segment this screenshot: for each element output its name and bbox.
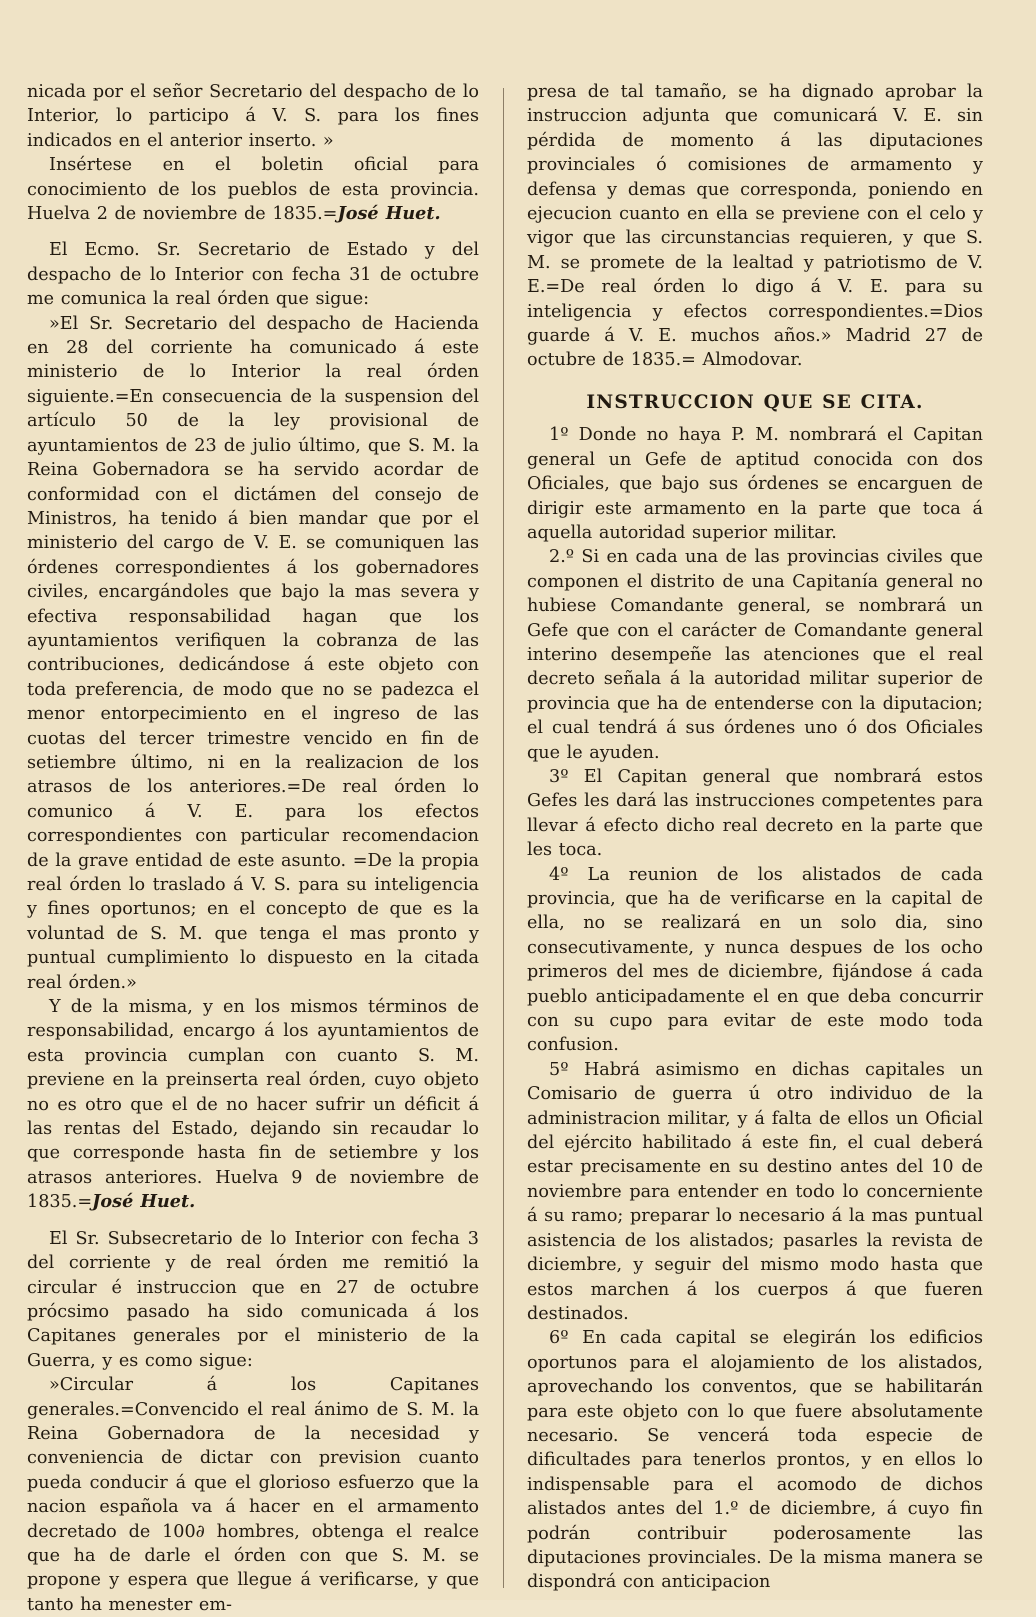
right-column [527, 80, 983, 1595]
left-column [27, 80, 479, 1617]
instruction-item-4: 4º La reunion de los alistados de cada provincia, que ha de verificarse en la capital de ella, no se realizará en un solo dia, sino consecutivamente, y nunca despues de los ocho primeros del mes de diciembre, fijándose á cada pueblo anticipadamente el en que deba concurrir con su cupo para evitar de este modo toda confusion. [527, 864, 983, 1056]
paragraph-with-signature [27, 153, 479, 226]
instruction-item-3: 3º El Capitan general que nombrará estos Gefes les dará las instrucciones competentes para llevar á efecto dicho real decreto en la parte que les toca. [527, 766, 983, 861]
instruction-item-1: 1º Donde no haya P. M. nombrará el Capitan general un Gefe de aptitud conocida con dos Oficiales, que bajo sus órdenes se encarguen de dirigir este armamento en la parte que toca á aquella autoridad superior militar. [527, 425, 983, 543]
signature: José Huet. [92, 1191, 196, 1213]
quoted-circular: »Circular á los Capitanes generales.=Convencido el real ánimo de S. M. la Reina Gobernadora de la necesidad y conveniencia de dictar con prevision cuanto pueda conducir á que el glorioso esfuerzo que la nacion española va á hacer en el armamento decretado de 100∂ hombres, obtenga el realce que ha de darle el órden con que S. M. se propone y espera que llegue á verificarse, y que tanto ha menester em- [27, 1375, 479, 1615]
signature: José Huet. [337, 203, 441, 225]
section-heading: INSTRUCCION QUE SE CITA. [586, 391, 924, 413]
paragraph-text: Insértese en el boletin oficial para conocimiento de los pueblos de esta provincia. Huelva 2 de noviembre de 1835.= [27, 155, 479, 225]
paragraph-text: Y de la misma, y en los mismos términos de responsabilidad, encargo á los ayuntamientos de esta provincia cumplan con cuanto S. M. previene en la preinserta real órden, cuyo objeto no es otro que el de no hacer sufrir un déficit á las rentas del Estado, dejando sin recaudar lo que corresponde hasta fin de setiembre y los atrasos anteriores. Huelva 9 de noviembre de 1835.= [27, 997, 479, 1213]
paragraph: nicada por el señor Secretario del despacho de lo Interior, lo participo á V. S. para los fines indicados en el anterior inserto. » [27, 82, 479, 151]
paragraph: El Ecmo. Sr. Secretario de Estado y del despacho de lo Interior con fecha 31 de octubre me comunica la real órden que sigue: [27, 240, 479, 310]
paragraph-with-signature [27, 995, 479, 1215]
instruction-item-2: 2.º Si en cada una de las provincias civiles que componen el distrito de una Capitanía general no hubiese Comandante general, se nombrará un Gefe que con el carácter de Comandante general interino desempeñe las atenciones que el real decreto señala á la autoridad militar superior de provincia que ha de entenderse con la diputacion; el cual tendrá á sus órdenes uno ó dos Oficiales que le ayuden. [527, 547, 983, 763]
paragraph: El Sr. Subsecretario de lo Interior con fecha 3 del corriente y de real órden me remitió la circular é instruccion que en 27 de octubre prócsimo pasado ha sido comunicada á los Capitanes generales por el ministerio de la Guerra, y es como sigue: [27, 1228, 479, 1371]
column-divider [503, 88, 504, 1588]
instruction-item-5: 5º Habrá asimismo en dichas capitales un Comisario de guerra ú otro individuo de la administracion militar, y á falta de ellos un Oficial del ejército habilitado á este fin, el cual deberá estar precisamente en su destino antes del 10 de noviembre para entender en todo lo concerniente á su ramo; preparar lo necesario á la mas puntual asistencia de los alistados; pasarles la revista de diciembre, y seguir del mismo modo hasta que estos marchen á los cuerpos á que fueren destinados. [527, 1059, 983, 1324]
instruction-item-6: 6º En cada capital se elegirán los edificios oportunos para el alojamiento de los alistados, aprovechando los conventos, que se habilitarán para este objeto con lo que fuere absolutamente necesario. Se vencerá toda especie de dificultades para tenerlos prontos, y en ellos lo indispensable para el acomodo de dichos alistados antes del 1.º de diciembre, á cuyo fin podrán contribuir poderosamente las diputaciones provinciales. De la misma manera se dispondrá con anticipacion [527, 1328, 983, 1593]
quoted-order: »El Sr. Secretario del despacho de Hacienda en 28 del corriente ha comunicado á este ministerio de lo Interior la real órden siguiente.=En consecuencia de la suspension del artículo 50 de la ley provisional de ayuntamientos de 23 de julio último, que S. M. la Reina Gobernadora se ha servido acordar de conformidad con el dictámen del consejo de Ministros, ha tenido á bien mandar que por el ministerio del cargo de V. E. se comuniquen las órdenes correspondientes á los gobernadores civiles, encargándoles que bajo la mas severa y efectiva responsabilidad hagan que los ayuntamientos verifiquen la cobranza de las contribuciones, dedicándose á este objeto con toda preferencia, de modo que no se padezca el menor entorpecimiento en el ingreso de las cuotas del tercer trimestre vencido en fin de setiembre último, ni en la realizacion de los atrasos de los anteriores.=De real órden lo comunico á V. E. para los efectos correspondientes con particular recomendacion de la grave entidad de este asunto. =De la propia real órden lo traslado á V. S. para su inteligencia y fines oportunos; en el concepto de que es la voluntad de S. M. que tenga el mas pronto y puntual cumplimiento lo dispuesto en la citada real órden.» [27, 313, 479, 993]
paragraph: presa de tal tamaño, se ha dignado aprobar la instruccion adjunta que comunicará V. E. sin pérdida de momento á las diputaciones provinciales ó comisiones de armamento y defensa y demas que corresponda, poniendo en ejecucion cuanto en ella se previene con el celo y vigor que las circunstancias requieren, y que S. M. se promete de la lealtad y patriotismo de V. E.=De real órden lo digo á V. E. para su inteligencia y efectos correspondientes.=Dios guarde á V. E. muchos años.» Madrid 27 de octubre de 1835.= Almodovar. [527, 82, 983, 371]
